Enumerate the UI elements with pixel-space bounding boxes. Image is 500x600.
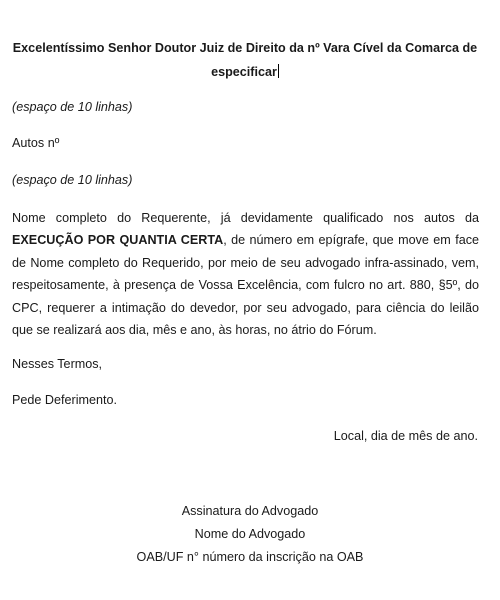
title-line-2 xyxy=(12,60,478,84)
signature-line: Assinatura do Advogado xyxy=(181,504,319,518)
text-cursor xyxy=(278,64,279,78)
autos-label: Autos nº xyxy=(12,136,60,150)
lawyer-name: Nome do Advogado xyxy=(194,527,306,541)
spacer-note-2-text: (espaço de 10 linhas) xyxy=(12,173,133,187)
document-title xyxy=(12,36,478,84)
signature-block xyxy=(0,500,500,569)
title-line-1: Excelentíssimo Senhor Doutor Juiz de Direito da nº Vara Cível da Comarca de xyxy=(12,41,478,55)
body-paragraph xyxy=(12,207,479,341)
spacer-note-1-text: (espaço de 10 linhas) xyxy=(12,100,133,114)
closing-request: Pede Deferimento. xyxy=(12,393,118,407)
body-part-1: Nome completo do Requerente, já devidamente qualificado nos autos da xyxy=(12,211,479,225)
oab-registration: OAB/UF n° número da inscrição na OAB xyxy=(136,550,364,564)
title-line-2-text: especificar xyxy=(211,65,277,79)
body-bold-case-type: EXECUÇÃO POR QUANTIA CERTA xyxy=(12,233,224,248)
spacer-note-1 xyxy=(12,99,132,115)
closing-terms: Nesses Termos, xyxy=(12,357,103,371)
place-date: Local, dia de mês de ano. xyxy=(333,429,478,443)
spacer-note-2 xyxy=(12,172,132,188)
body-part-2: , de número em epígrafe, que move em face de Nome completo do Requerido, por meio de seu advogado infra-assinado, vem, respeitosamente, à presença de Vossa Excelência, com fulcro no art. 880, §5º, do CPC, requerer a intimação do devedor, por seu advogado, para ciência do leilão que se realizará aos dia, mês e ano, às horas, no átrio do Fórum. xyxy=(12,233,479,338)
